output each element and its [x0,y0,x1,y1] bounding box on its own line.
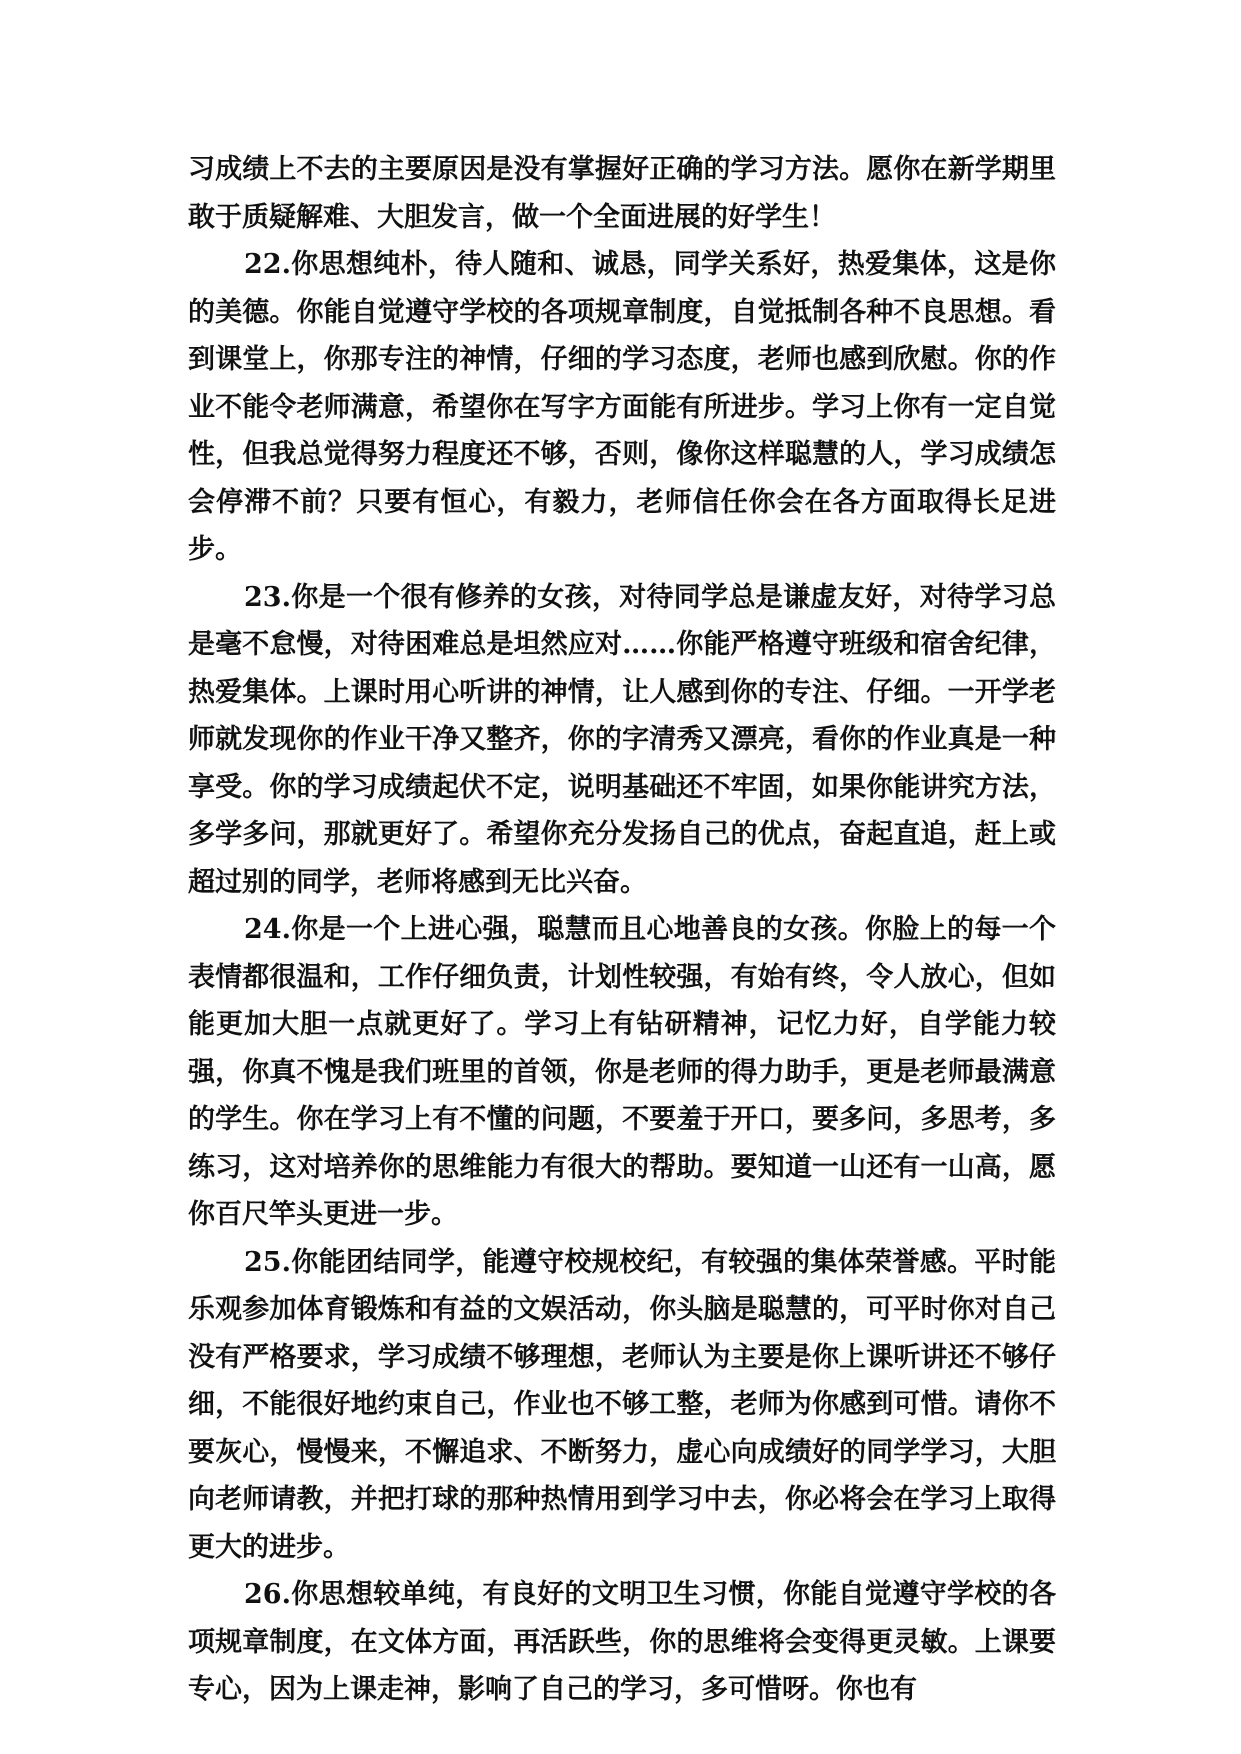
paragraph-comment-26: 26.你思想较单纯，有良好的文明卫生习惯，你能自觉遵守学校的各项规章制度，在文体方面，再活跃些，你的思维将会变得更灵敏。上课要专心，因为上课走神，影响了自己的学习，多可惜呀。你也有 [188,1579,1056,1705]
paragraph-continuation: 习成绩上不去的主要原因是没有掌握好正确的学习方法。愿你在新学期里敢于质疑解难、大胆发言，做一个全面进展的好学生！ [188,154,1056,233]
paragraph-comment-25: 25.你能团结同学，能遵守校规校纪，有较强的集体荣誉感。平时能乐观参加体育锻炼和有益的文娱活动，你头脑是聪慧的，可平时你对自己没有严格要求，学习成绩不够理想，老师认为主要是你上课听讲还不够仔细，不能很好地约束自己，作业也不够工整，老师为你感到可惜。请你不要灰心，慢慢来，不懈追求、不断努力，虚心向成绩好的同学学习，大胆向老师请教，并把打球的那种热情用到学习中去，你必将会在学习上取得更大的进步。 [188,1246,1056,1563]
paragraph-comment-23: 23.你是一个很有修养的女孩，对待同学总是谦虚友好，对待学习总是毫不怠慢，对待困难总是坦然应对……你能严格遵守班级和宿舍纪律，热爱集体。上课时用心听讲的神情，让人感到你的专注、仔细。一开学老师就发现你的作业干净又整齐，你的字清秀又漂亮，看你的作业真是一种享受。你的学习成绩起伏不定，说明基础还不牢固，如果你能讲究方法，多学多问，那就更好了。希望你充分发扬自己的优点，奋起直追，赶上或超过别的同学，老师将感到无比兴奋。 [188,581,1056,898]
paragraph-comment-22: 22.你思想纯朴，待人随和、诚恳，同学关系好，热爱集体，这是你的美德。你能自觉遵守学校的各项规章制度，自觉抵制各种不良思想。看到课堂上，你那专注的神情，仔细的学习态度，老师也感到欣慰。你的作业不能令老师满意，希望你在写字方面能有所进步。学习上你有一定自觉性，但我总觉得努力程度还不够，否则，像你这样聪慧的人，学习成绩怎会停滞不前？只要有恒心，有毅力，老师信任你会在各方面取得长足进步。 [188,249,1056,565]
document-body [188,146,1056,1714]
paragraph-comment-24: 24.你是一个上进心强，聪慧而且心地善良的女孩。你脸上的每一个表情都很温和，工作仔细负责，计划性较强，有始有终，令人放心，但如能更加大胆一点就更好了。学习上有钻研精神，记忆力好，自学能力较强，你真不愧是我们班里的首领，你是老师的得力助手，更是老师最满意的学生。你在学习上有不懂的问题，不要羞于开口，要多问，多思考，多练习，这对培养你的思维能力有很大的帮助。要知道一山还有一山高，愿你百尺竿头更进一步。 [188,914,1056,1230]
